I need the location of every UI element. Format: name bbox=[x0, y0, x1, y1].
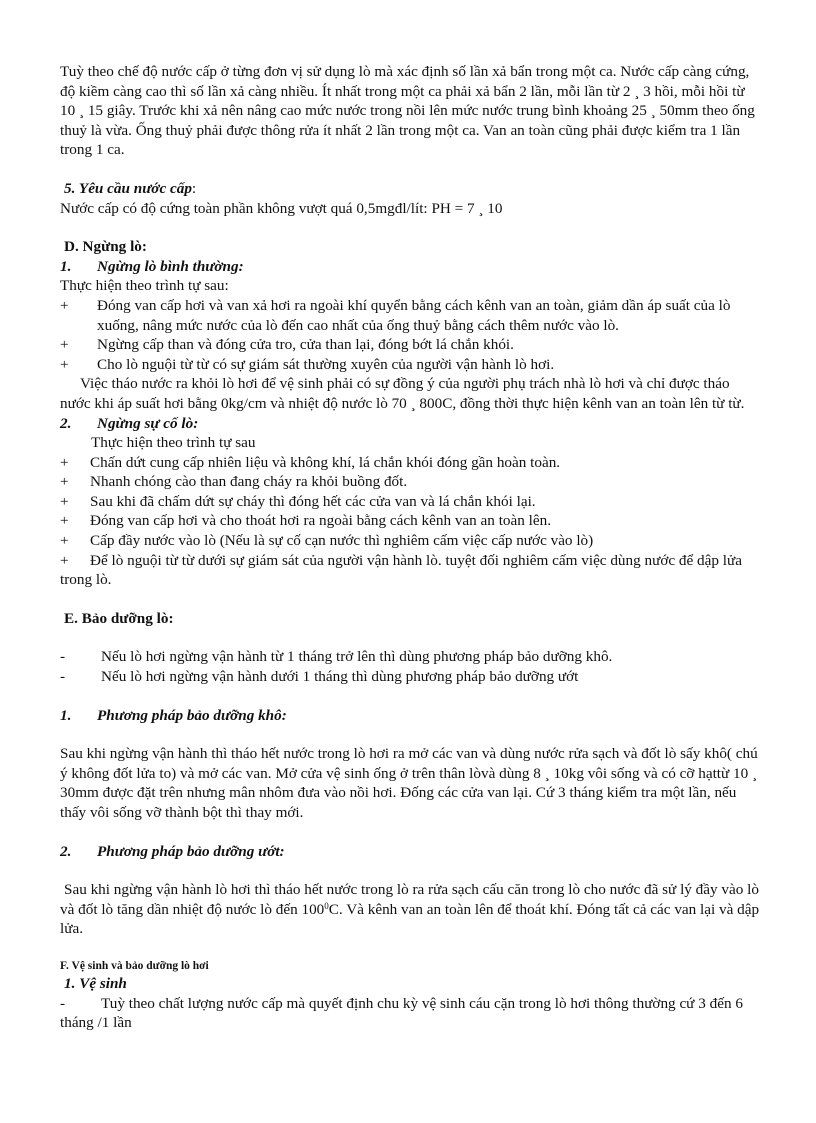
spacer bbox=[60, 160, 760, 179]
list-item-text: Nếu lò hơi ngừng vận hành từ 1 tháng trở lên thì dùng phương pháp bảo dưỡng khô. bbox=[101, 648, 613, 666]
spacer bbox=[60, 218, 760, 237]
list-item-wrapped bbox=[60, 551, 760, 590]
list-item bbox=[60, 472, 760, 492]
list-item-text: Chấn dứt cung cấp nhiên liệu và không khí, lá chắn khói đóng gần hoàn toàn. bbox=[90, 453, 561, 471]
section-d-sub2-intro: Thực hiện theo trình tự sau bbox=[91, 434, 256, 452]
method2-title: Phương pháp bảo dưỡng ướt: bbox=[97, 842, 285, 860]
spacer bbox=[60, 725, 760, 744]
section-d-sub1-heading bbox=[60, 257, 760, 277]
list-item-text: Ngừng cấp than và đóng cửa tro, cửa than lại, đóng bớt lá chắn khói. bbox=[97, 336, 514, 354]
list-bullet: + bbox=[60, 473, 69, 491]
list-item bbox=[60, 355, 760, 375]
section-5-colon: : bbox=[191, 179, 197, 197]
method1-title: Phương pháp bảo dưỡng khô: bbox=[97, 706, 287, 724]
list-bullet: + bbox=[60, 453, 69, 471]
section-5-text: Nước cấp có độ cứng toàn phần không vượt quá 0,5mgđl/lít: PH = 7 ¸ 10 bbox=[60, 199, 503, 217]
list-item bbox=[60, 531, 760, 551]
list-item bbox=[60, 296, 760, 335]
section-f-heading: F. Vệ sinh và bảo dưỡng lò hơi bbox=[60, 959, 209, 972]
list-item bbox=[60, 335, 760, 355]
list-item-text: Cấp đầy nước vào lò (Nếu là sự cố cạn nước thì nghiêm cấm việc cấp nước vào lò) bbox=[90, 532, 594, 550]
method1-number: 1. bbox=[60, 706, 72, 724]
section-e-method2-heading bbox=[60, 842, 760, 862]
list-bullet: + bbox=[60, 492, 69, 510]
list-item-text: Nếu lò hơi ngừng vận hành dưới 1 tháng thì dùng phương pháp bảo dưỡng ướt bbox=[101, 668, 579, 686]
list-bullet: - bbox=[60, 668, 66, 686]
section-d-sub2-heading bbox=[60, 414, 760, 434]
list-bullet: + bbox=[60, 512, 69, 530]
list-bullet: - bbox=[60, 648, 66, 666]
list-item-text: Nhanh chóng cào than đang cháy ra khỏi buồng đốt. bbox=[90, 473, 408, 491]
list-bullet: + bbox=[60, 296, 69, 314]
method2-number: 2. bbox=[60, 842, 72, 860]
list-item-text: Cho lò nguội từ từ có sự giám sát thường xuyên của người vận hành lò hơi. bbox=[97, 355, 555, 373]
method2-text-a: Sau khi ngừng vận hành lò hơi thì tháo hết nước trong lò ra rửa sạch cấu căn trong lò cho nước đã sử lý đầy vào lò và đốt lò tăng dần nhiệt độ nước lò đến 100 bbox=[60, 881, 759, 918]
spacer bbox=[60, 687, 760, 706]
list-item-text: Sau khi đã chấm dứt sự cháy thì đóng hết các cửa van và lá chắn khói lại. bbox=[90, 492, 536, 510]
list-item-text: Đóng van cấp hơi và van xả hơi ra ngoài khí quyển bằng cách kênh van an toàn, giảm dần áp suất của lò xuống, nâng mức nước của lò đến cao nhất của ống thuỷ bằng cách thêm nước vào lò. bbox=[97, 296, 731, 334]
spacer bbox=[60, 861, 760, 880]
list-item-text: Đóng van cấp hơi và cho thoát hơi ra ngoài bằng cách kênh van an toàn lên. bbox=[90, 512, 551, 530]
list-item-text: Tuỳ theo chất lượng nước cấp mà quyết định chu kỳ vệ sinh cáu cặn trong lò hơi thông thường cứ 3 đến 6 tháng /1 lần bbox=[60, 994, 743, 1032]
section-d-sub1-note: Việc tháo nước ra khỏi lò hơi để vệ sinh phải có sự đồng ý của người phụ trách nhà lò hơi và chỉ được tháo nước khi áp suất hơi bằng 0kg/cm và nhiệt độ nước lò 70 ¸ 800C, đồng thời thực hiện kênh van an toàn lên từ từ. bbox=[60, 375, 745, 412]
list-item-text: Để lò nguội từ từ dưới sự giám sát của người vận hành lò. tuyệt đối nghiêm cấm việc dùng nước để dập lửa trong lò. bbox=[60, 551, 742, 589]
degree-superscript: 0 bbox=[324, 900, 329, 911]
list-bullet: - bbox=[60, 994, 66, 1012]
spacer bbox=[60, 628, 760, 647]
spacer bbox=[60, 939, 760, 958]
paragraph-blowdown: Tuỳ theo chế độ nước cấp ở từng đơn vị sử dụng lò mà xác định số lần xả bẩn trong một ca. Nước cấp càng cứng, độ kiềm càng cao thì số lần xả càng nhiều. Ít nhất trong một ca phải xả bẩn 2 lần, mỗi lần từ 2 ¸ 3 hồi, mỗi hồi từ 10 ¸ 15 giây. Trước khi xả nên nâng cao mức nước trong nồi lên mức nước trung bình khoảng 25 ¸ 50mm theo ống thuỷ là vừa. Ống thuỷ phải được thông rửa ít nhất 2 lần trong một ca. Van an toàn cũng phải được kiểm tra 1 lần trong 1 ca. bbox=[60, 63, 755, 159]
list-item bbox=[60, 453, 760, 473]
list-bullet: + bbox=[60, 355, 69, 373]
section-d-sub1-number: 1. bbox=[60, 257, 72, 275]
spacer bbox=[60, 590, 760, 609]
method2-text-b: C. Và kênh van an toàn lên để thoát khí. Đóng tất cả các van lại và dập lửa. bbox=[60, 900, 760, 938]
list-item bbox=[60, 667, 760, 687]
section-d-sub1-intro: Thực hiện theo trình tự sau: bbox=[60, 277, 229, 295]
method2-text bbox=[60, 880, 760, 939]
document-page bbox=[60, 62, 760, 1033]
list-bullet: + bbox=[60, 336, 69, 354]
section-d-sub1-title: Ngừng lò bình thường: bbox=[97, 257, 244, 275]
list-bullet: + bbox=[60, 551, 69, 569]
list-item bbox=[60, 511, 760, 531]
section-5-heading: 5. Yêu cầu nước cấp bbox=[64, 179, 192, 197]
section-e-method1-heading bbox=[60, 706, 760, 726]
section-5-heading-line bbox=[60, 179, 760, 199]
list-item bbox=[60, 647, 760, 667]
method1-text: Sau khi ngừng vận hành thì tháo hết nước trong lò hơi ra mở các van và dùng nước rửa sạch và đốt lò sấy khô( chú ý không đốt lửa to) và mở các van. Mở cửa vệ sinh ống ở trên thân lòvà dùng 8 ¸ 10kg vôi sống và có cỡ hạttừ 10 ¸ 30mm được đặt trên nhưng mân nhôm đưa vào nồi hơi. Đống các cửa van lại. Cứ 3 tháng kiểm tra một lần, nếu thấy vôi sống vỡ thành bột thì thay mới. bbox=[60, 745, 758, 821]
list-item bbox=[60, 492, 760, 512]
section-d-heading: D. Ngừng lò: bbox=[64, 238, 147, 256]
list-bullet: + bbox=[60, 532, 69, 550]
section-e-heading: E. Bảo dưỡng lò: bbox=[64, 609, 174, 627]
section-f-sub1: 1. Vệ sinh bbox=[64, 974, 127, 992]
spacer bbox=[60, 823, 760, 842]
section-d-sub2-number: 2. bbox=[60, 414, 72, 432]
section-d-sub2-title: Ngừng sự cố lò: bbox=[97, 414, 199, 432]
list-item-wrapped bbox=[60, 994, 760, 1033]
